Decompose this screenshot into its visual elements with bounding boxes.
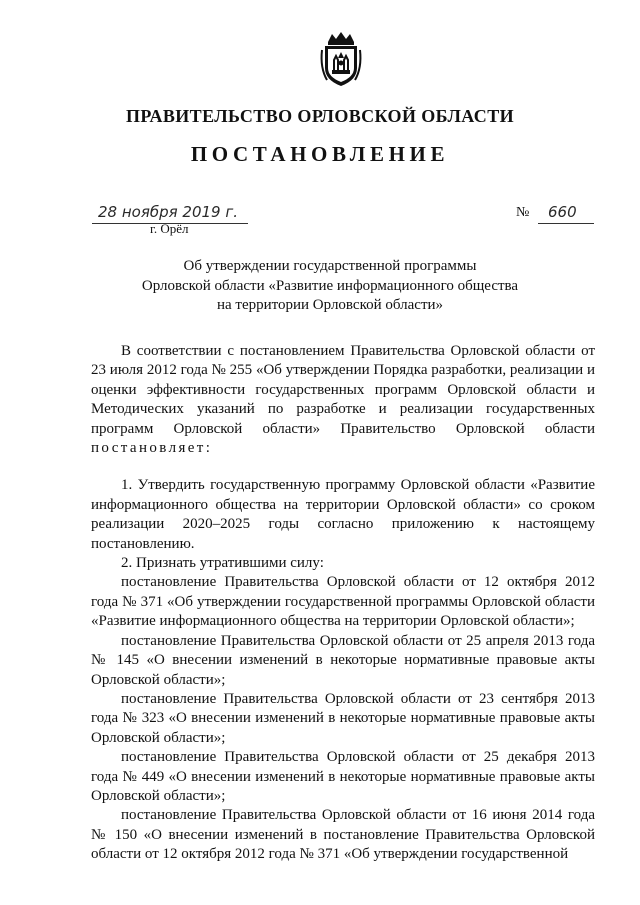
- preamble-paragraph: [91, 342, 595, 458]
- repealed-act-paragraph: постановление Правительства Орловской области от 16 июня 2014 года № 150 «О внесении изменений в постановление Правительства Орловской области от 12 октября 2012 года № 371 «Об утверждении государственной: [91, 807, 595, 863]
- item-2-paragraph: 2. Признать утратившими силу:: [121, 555, 324, 572]
- item-1-paragraph: 1. Утвердить государственную программу Орловской области «Развитие информационного общества на территории Орловской области» со сроком реализации 2020–2025 годы согласно приложению к настоящему постановлению.: [91, 477, 595, 552]
- document-subject: [140, 257, 520, 316]
- coat-of-arms-emblem: [318, 30, 364, 88]
- subject-line: на территории Орловской области»: [216, 297, 444, 313]
- handwritten-number: 660: [548, 203, 577, 221]
- document-body: [91, 342, 595, 865]
- number-sign: №: [516, 205, 530, 220]
- repealed-act-paragraph: постановление Правительства Орловской области от 23 сентября 2013 года № 323 «О внесении изменений в некоторые нормативные правовые акты Орловской области»;: [91, 690, 595, 746]
- handwritten-date: 28 ноября 2019 г.: [98, 203, 239, 221]
- subject-line: Орловской области «Развитие информационного общества: [141, 277, 519, 294]
- organization-title: ПРАВИТЕЛЬСТВО ОРЛОВСКОЙ ОБЛАСТИ: [125, 106, 515, 126]
- document-number: [516, 203, 596, 223]
- city-label: г. Орёл: [150, 221, 189, 236]
- preamble-text: В соответствии с постановлением Правительства Орловской области от 23 июля 2012 года № 255 «Об утверждении Порядка разработки, реализации и оценки эффективности государственных программ Орловской области и Методических указаний по разработке и реализации государственных программ Орловской области» Правительство Орловской области: [91, 343, 595, 437]
- repealed-act-paragraph: постановление Правительства Орловской области от 12 октября 2012 года № 371 «Об утверждении государственной программы Орловской области «Развитие информационного общества на территории Орловской области»;: [91, 574, 595, 630]
- document-type-heading: ПОСТАНОВЛЕНИЕ: [190, 142, 450, 166]
- preamble-verb: постановляет:: [91, 440, 213, 457]
- number-field: [538, 203, 594, 224]
- repealed-act-paragraph: постановление Правительства Орловской области от 25 апреля 2013 года № 145 «О внесении изменений в некоторые нормативные правовые акты Орловской области»;: [91, 632, 595, 688]
- repealed-act-paragraph: постановление Правительства Орловской области от 25 декабря 2013 года № 449 «О внесении изменений в некоторые нормативные правовые акты Орловской области»;: [91, 749, 595, 804]
- subject-line: Об утверждении государственной программы: [183, 258, 477, 274]
